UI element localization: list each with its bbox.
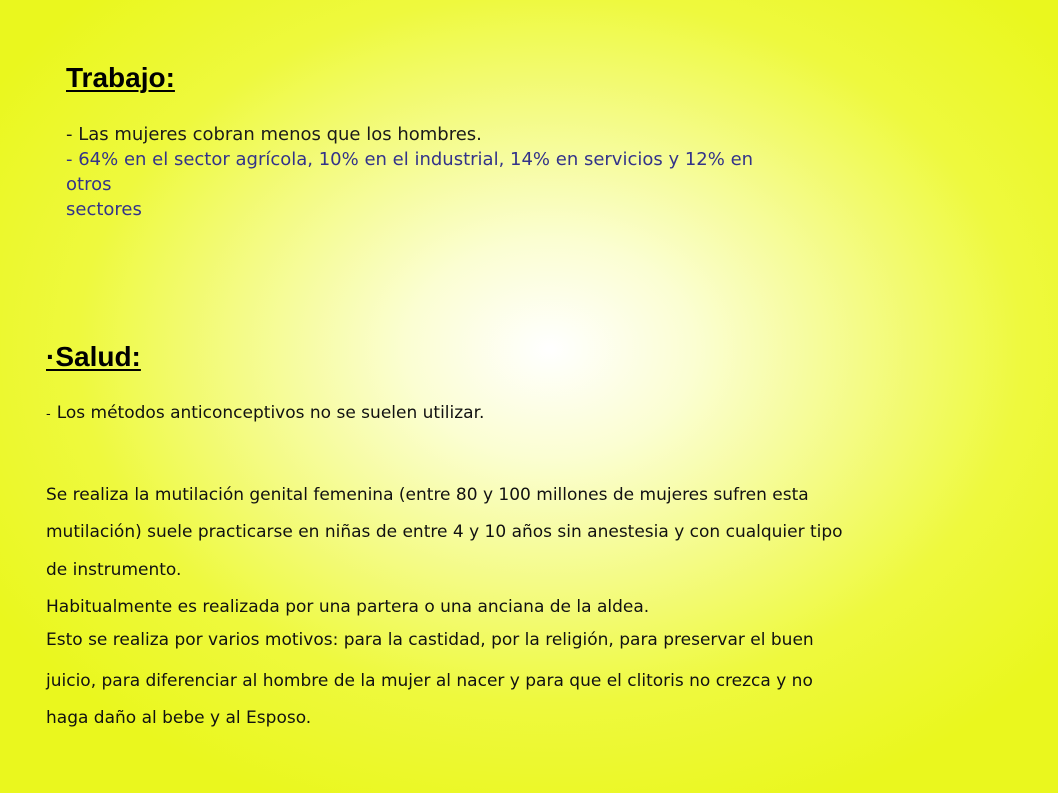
salud-paragraph-line: Habitualmente es realizada por una partera o una anciana de la aldea. bbox=[46, 597, 650, 617]
salud-paragraph-line: Esto se realiza por varios motivos: para la castidad, por la religión, para preservar el buen bbox=[46, 630, 814, 650]
trabajo-list bbox=[66, 122, 916, 222]
salud-paragraph-line: mutilación) suele practicarse en niñas de entre 4 y 10 años sin anestesia y con cualquier tipo bbox=[46, 522, 843, 542]
salud-heading: ·Salud: bbox=[46, 341, 141, 372]
salud-paragraph-line: juicio, para diferenciar al hombre de la mujer al nacer y para que el clitoris no crezca y no bbox=[46, 671, 813, 691]
bullet-text: Los métodos anticonceptivos no se suelen utilizar. bbox=[56, 403, 485, 423]
salud-paragraph-line: de instrumento. bbox=[46, 560, 182, 580]
salud-paragraph-line: haga daño al bebe y al Esposo. bbox=[46, 708, 312, 728]
trabajo-line-sectors-end: sectores bbox=[66, 199, 142, 220]
trabajo-heading: Trabajo: bbox=[66, 62, 175, 93]
salud-bullet-contraception bbox=[46, 403, 484, 423]
salud-paragraph-line: Se realiza la mutilación genital femenina (entre 80 y 100 millones de mujeres sufren esta bbox=[46, 485, 809, 505]
trabajo-line-sectors-cont: otros bbox=[66, 174, 112, 195]
trabajo-line-sectors: - 64% en el sector agrícola, 10% en el industrial, 14% en servicios y 12% en bbox=[66, 149, 754, 170]
bullet-dash: - bbox=[46, 407, 51, 422]
trabajo-line-salary: - Las mujeres cobran menos que los hombres. bbox=[66, 124, 482, 145]
